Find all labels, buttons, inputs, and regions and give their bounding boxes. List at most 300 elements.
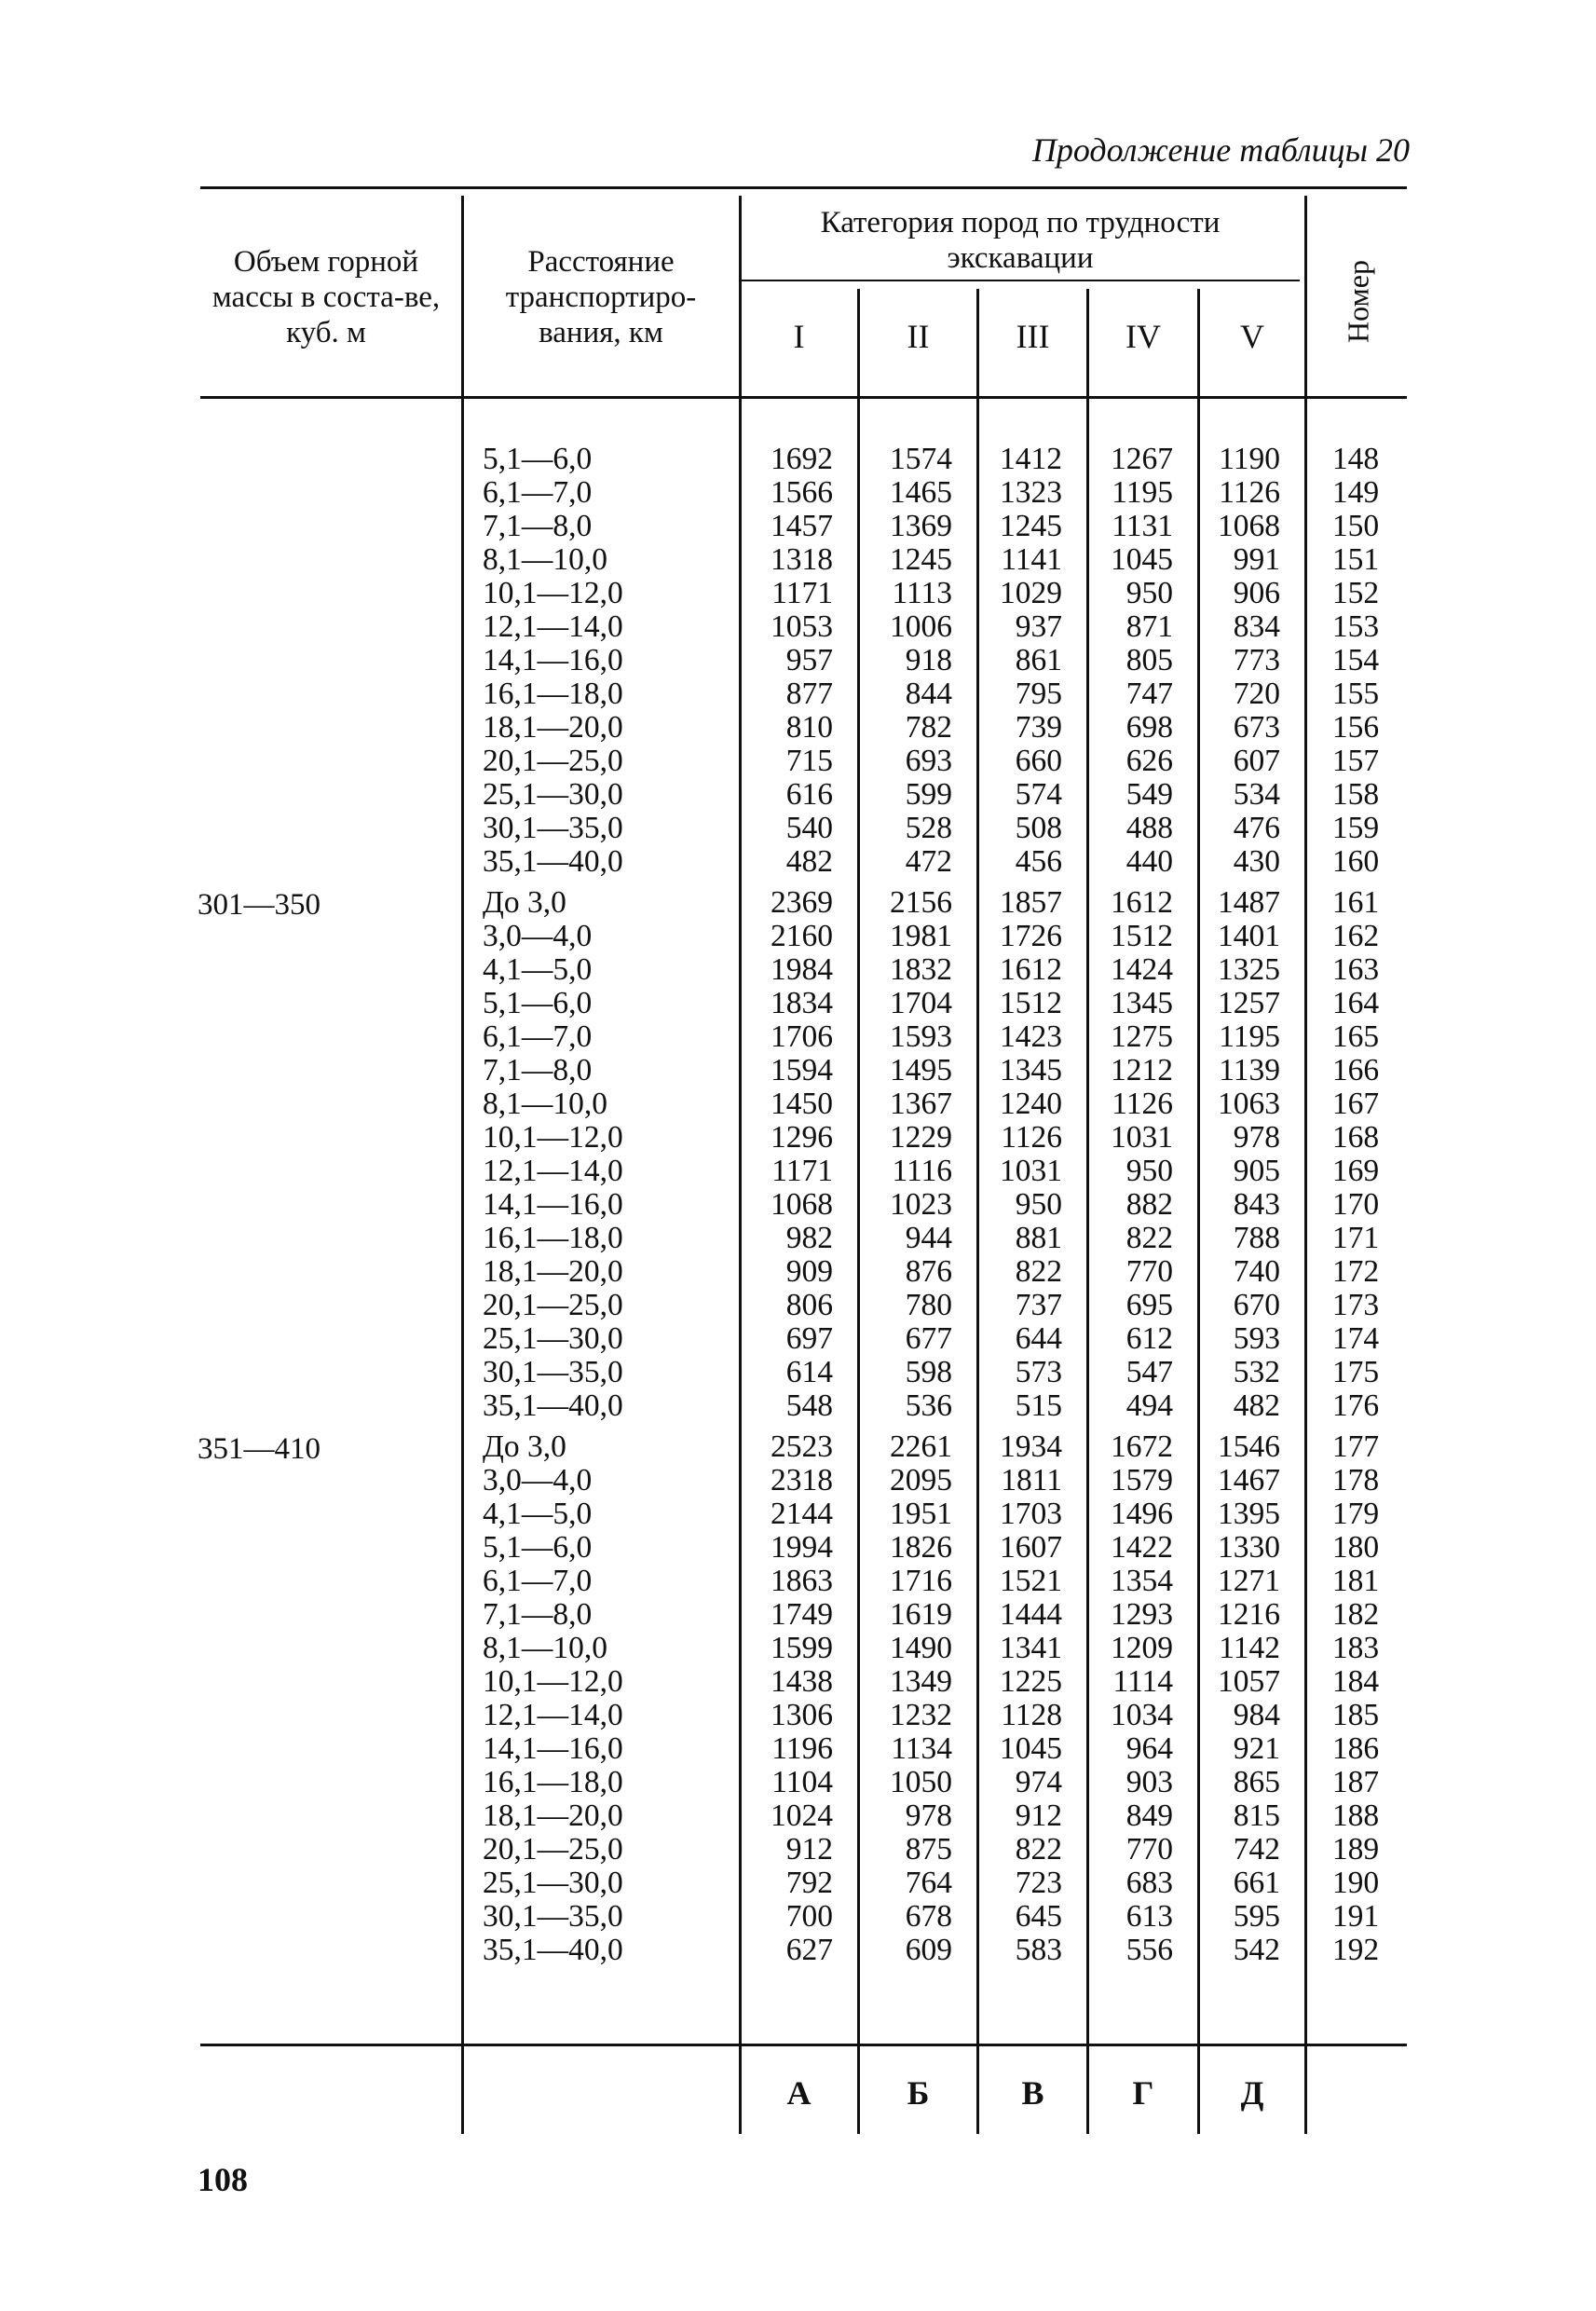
table-row (0, 1531, 1596, 1565)
value-cell-3: 1607 (1000, 1530, 1062, 1565)
row-number-cell: 159 (1331, 811, 1380, 845)
value-cell-2: 609 (905, 1933, 952, 1967)
table-row (0, 1322, 1596, 1356)
value-cell-5: 476 (1233, 811, 1280, 845)
value-cell-2: 1050 (890, 1765, 952, 1799)
value-cell-4: 1579 (1111, 1463, 1173, 1497)
header-category: Категория пород по трудности экскавации (820, 206, 1221, 275)
value-cell-2: 1023 (890, 1187, 952, 1222)
value-cell-4: 683 (1125, 1866, 1173, 1900)
table-row (0, 845, 1596, 879)
value-cell-4: 1345 (1111, 986, 1173, 1020)
distance-cell: 10,1—12,0 (483, 576, 623, 610)
value-cell-2: 1574 (890, 442, 952, 476)
value-cell-3: 1141 (1001, 542, 1062, 577)
value-cell-4: 1422 (1111, 1530, 1173, 1565)
value-cell-1: 1984 (771, 952, 833, 987)
value-cell-4: 1034 (1111, 1698, 1173, 1732)
table-row (0, 476, 1596, 510)
value-cell-2: 1113 (892, 576, 952, 610)
row-number-cell: 174 (1331, 1321, 1380, 1356)
distance-cell: 7,1—8,0 (483, 1597, 593, 1632)
value-cell-2: 764 (905, 1866, 952, 1900)
value-cell-2: 1490 (890, 1631, 952, 1665)
value-cell-1: 540 (785, 811, 833, 845)
value-cell-3: 1245 (1000, 509, 1062, 543)
row-number-cell: 162 (1331, 919, 1380, 953)
row-number-cell: 152 (1331, 576, 1380, 610)
value-cell-5: 607 (1233, 744, 1280, 778)
value-cell-5: 661 (1233, 1866, 1280, 1900)
value-cell-4: 1612 (1111, 885, 1173, 920)
value-cell-3: 737 (1015, 1288, 1062, 1322)
value-cell-2: 528 (905, 811, 952, 845)
row-number-cell: 173 (1331, 1288, 1380, 1322)
row-number-cell: 178 (1331, 1463, 1380, 1497)
distance-cell: 25,1—30,0 (483, 1321, 623, 1356)
value-cell-2: 693 (905, 744, 952, 778)
distance-cell: До 3,0 (483, 885, 566, 920)
table-row (0, 1356, 1596, 1389)
value-cell-3: 861 (1015, 643, 1062, 677)
value-cell-4: 1212 (1111, 1053, 1173, 1087)
distance-cell: 8,1—10,0 (483, 542, 607, 577)
value-cell-2: 1349 (890, 1664, 952, 1699)
value-cell-1: 909 (785, 1254, 833, 1289)
row-number-cell: 171 (1331, 1221, 1380, 1255)
distance-cell: 20,1—25,0 (483, 1288, 623, 1322)
value-cell-3: 1126 (1001, 1120, 1062, 1155)
table-row (0, 510, 1596, 543)
footer-letter-1: А (786, 2074, 812, 2112)
distance-cell: 14,1—16,0 (483, 1187, 623, 1222)
row-number-cell: 186 (1331, 1731, 1380, 1766)
value-cell-4: 612 (1125, 1321, 1173, 1356)
distance-cell: 20,1—25,0 (483, 744, 623, 778)
distance-cell: 7,1—8,0 (483, 509, 593, 543)
value-cell-1: 548 (785, 1388, 833, 1423)
table-row (0, 920, 1596, 953)
value-cell-1: 697 (785, 1321, 833, 1356)
table-row (0, 443, 1596, 476)
value-cell-4: 882 (1125, 1187, 1173, 1222)
value-cell-2: 472 (905, 844, 952, 879)
table-row (0, 1833, 1596, 1867)
table-row (0, 711, 1596, 745)
row-number-cell: 168 (1331, 1120, 1380, 1155)
row-number-cell: 148 (1331, 442, 1380, 476)
table-row (0, 1867, 1596, 1900)
value-cell-5: 532 (1233, 1355, 1280, 1389)
table-row (0, 1155, 1596, 1188)
row-number-cell: 191 (1331, 1899, 1380, 1934)
header-number: Номер (1341, 260, 1375, 343)
distance-cell: 30,1—35,0 (483, 1355, 623, 1389)
value-cell-1: 1024 (771, 1798, 833, 1833)
value-cell-4: 556 (1125, 1933, 1173, 1967)
value-cell-5: 1068 (1218, 509, 1280, 543)
value-cell-3: 515 (1015, 1388, 1062, 1423)
value-cell-2: 918 (905, 643, 952, 677)
distance-cell: 5,1—6,0 (483, 442, 593, 476)
value-cell-5: 430 (1233, 844, 1280, 879)
value-cell-5: 593 (1233, 1321, 1280, 1356)
row-number-cell: 185 (1331, 1698, 1380, 1732)
category-header-1: I (793, 318, 805, 355)
distance-cell: 6,1—7,0 (483, 1564, 593, 1598)
value-cell-1: 957 (785, 643, 833, 677)
distance-cell: 25,1—30,0 (483, 777, 623, 812)
table-row (0, 886, 1596, 920)
value-cell-4: 1114 (1112, 1664, 1173, 1699)
value-cell-3: 660 (1015, 744, 1062, 778)
table-row (0, 1497, 1596, 1531)
footer-rule (200, 2044, 1407, 2046)
value-cell-3: 456 (1015, 844, 1062, 879)
value-cell-1: 982 (785, 1221, 833, 1255)
value-cell-4: 626 (1125, 744, 1173, 778)
value-cell-2: 1229 (890, 1120, 952, 1155)
value-cell-4: 488 (1125, 811, 1173, 845)
value-cell-3: 1345 (1000, 1053, 1062, 1087)
value-cell-1: 1296 (771, 1120, 833, 1155)
value-cell-5: 1467 (1218, 1463, 1280, 1497)
distance-cell: 7,1—8,0 (483, 1053, 593, 1087)
value-cell-4: 1267 (1111, 442, 1173, 476)
table-row (0, 778, 1596, 812)
value-cell-4: 805 (1125, 643, 1173, 677)
value-cell-3: 739 (1015, 710, 1062, 745)
value-cell-5: 921 (1233, 1731, 1280, 1766)
table-caption: Продолжение таблицы 20 (1031, 131, 1410, 169)
value-cell-5: 542 (1233, 1933, 1280, 1967)
value-cell-3: 1521 (1000, 1564, 1062, 1598)
value-cell-5: 991 (1233, 542, 1280, 577)
footer-letter-2: Б (907, 2074, 930, 2112)
distance-cell: 18,1—20,0 (483, 710, 623, 745)
distance-cell: 10,1—12,0 (483, 1664, 623, 1699)
row-number-cell: 153 (1331, 609, 1380, 644)
value-cell-5: 1487 (1218, 885, 1280, 920)
row-number-cell: 179 (1331, 1497, 1380, 1531)
value-cell-2: 1981 (890, 919, 952, 953)
value-cell-2: 1704 (890, 986, 952, 1020)
footer-letter-4: Г (1132, 2074, 1154, 2112)
value-cell-5: 673 (1233, 710, 1280, 745)
distance-cell: 3,0—4,0 (483, 919, 593, 953)
value-cell-3: 974 (1015, 1765, 1062, 1799)
value-cell-1: 1599 (771, 1631, 833, 1665)
value-cell-2: 1465 (890, 475, 952, 510)
value-cell-2: 677 (905, 1321, 952, 1356)
table-row (0, 987, 1596, 1020)
row-number-cell: 176 (1331, 1388, 1380, 1423)
value-cell-1: 1594 (771, 1053, 833, 1087)
value-cell-5: 482 (1233, 1388, 1280, 1423)
value-cell-3: 881 (1015, 1221, 1062, 1255)
row-number-cell: 149 (1331, 475, 1380, 510)
value-cell-3: 574 (1015, 777, 1062, 812)
value-cell-3: 1423 (1000, 1019, 1062, 1054)
value-cell-4: 770 (1125, 1832, 1173, 1867)
value-cell-5: 978 (1233, 1120, 1280, 1155)
value-cell-1: 806 (785, 1288, 833, 1322)
value-cell-5: 720 (1233, 677, 1280, 711)
value-cell-4: 695 (1125, 1288, 1173, 1322)
value-cell-4: 1195 (1112, 475, 1173, 510)
value-cell-2: 536 (905, 1388, 952, 1423)
value-cell-1: 2318 (771, 1463, 833, 1497)
value-cell-2: 1826 (890, 1530, 952, 1565)
value-cell-2: 1245 (890, 542, 952, 577)
value-cell-3: 950 (1015, 1187, 1062, 1222)
table-row (0, 1255, 1596, 1289)
row-number-cell: 164 (1331, 986, 1380, 1020)
value-cell-1: 1318 (771, 542, 833, 577)
value-cell-4: 547 (1125, 1355, 1173, 1389)
value-cell-1: 1171 (771, 1154, 833, 1188)
table-row (0, 644, 1596, 677)
distance-cell: 8,1—10,0 (483, 1631, 607, 1665)
table-row (0, 1430, 1596, 1464)
value-cell-4: 871 (1125, 609, 1173, 644)
row-number-cell: 190 (1331, 1866, 1380, 1900)
value-cell-1: 1196 (771, 1731, 833, 1766)
table-row (0, 953, 1596, 987)
value-cell-1: 715 (785, 744, 833, 778)
value-cell-5: 1142 (1219, 1631, 1280, 1665)
volume-label: 351—410 (198, 1432, 321, 1466)
value-cell-3: 1934 (1000, 1429, 1062, 1464)
value-cell-2: 1369 (890, 509, 952, 543)
value-cell-1: 1068 (771, 1187, 833, 1222)
value-cell-1: 877 (785, 677, 833, 711)
distance-cell: 5,1—6,0 (483, 1530, 593, 1565)
value-cell-2: 1116 (892, 1154, 952, 1188)
distance-cell: 18,1—20,0 (483, 1798, 623, 1833)
value-cell-5: 1257 (1218, 986, 1280, 1020)
value-cell-4: 849 (1125, 1798, 1173, 1833)
distance-cell: 6,1—7,0 (483, 1019, 593, 1054)
value-cell-5: 984 (1233, 1698, 1280, 1732)
value-cell-2: 780 (905, 1288, 952, 1322)
value-cell-1: 1749 (771, 1597, 833, 1632)
table-row (0, 1732, 1596, 1766)
value-cell-2: 1619 (890, 1597, 952, 1632)
value-cell-5: 1546 (1218, 1429, 1280, 1464)
value-cell-1: 1104 (771, 1765, 833, 1799)
value-cell-5: 788 (1233, 1221, 1280, 1255)
distance-cell: 8,1—10,0 (483, 1087, 607, 1121)
distance-cell: 14,1—16,0 (483, 643, 623, 677)
footer-letter-3: В (1021, 2074, 1044, 2112)
row-number-cell: 151 (1331, 542, 1380, 577)
value-cell-5: 1216 (1218, 1597, 1280, 1632)
value-cell-5: 1401 (1218, 919, 1280, 953)
value-cell-5: 1139 (1219, 1053, 1280, 1087)
table-row (0, 577, 1596, 610)
table-row (0, 610, 1596, 644)
value-cell-1: 810 (785, 710, 833, 745)
page-number: 108 (198, 2161, 248, 2198)
footer-letter-5: Д (1240, 2074, 1264, 2112)
value-cell-3: 1811 (1001, 1463, 1062, 1497)
value-cell-3: 1857 (1000, 885, 1062, 920)
value-cell-2: 978 (905, 1798, 952, 1833)
value-cell-2: 844 (905, 677, 952, 711)
value-cell-2: 944 (905, 1221, 952, 1255)
value-cell-2: 1495 (890, 1053, 952, 1087)
value-cell-1: 2369 (771, 885, 833, 920)
distance-cell: 35,1—40,0 (483, 1388, 623, 1423)
distance-cell: 30,1—35,0 (483, 811, 623, 845)
distance-cell: 16,1—18,0 (483, 1221, 623, 1255)
value-cell-1: 1438 (771, 1664, 833, 1699)
value-cell-4: 1126 (1112, 1087, 1173, 1121)
value-cell-3: 1045 (1000, 1731, 1062, 1766)
value-cell-4: 903 (1125, 1765, 1173, 1799)
table-row (0, 1799, 1596, 1833)
value-cell-5: 595 (1233, 1899, 1280, 1934)
value-cell-3: 1512 (1000, 986, 1062, 1020)
value-cell-2: 599 (905, 777, 952, 812)
table-row (0, 1020, 1596, 1054)
value-cell-5: 1395 (1218, 1497, 1280, 1531)
value-cell-3: 912 (1015, 1798, 1062, 1833)
value-cell-2: 2156 (890, 885, 952, 920)
distance-cell: 4,1—5,0 (483, 1497, 593, 1531)
table-row (0, 1054, 1596, 1087)
value-cell-5: 1195 (1219, 1019, 1280, 1054)
table-row (0, 1289, 1596, 1322)
value-cell-1: 1994 (771, 1530, 833, 1565)
value-cell-2: 2261 (890, 1429, 952, 1464)
distance-cell: 12,1—14,0 (483, 1154, 623, 1188)
value-cell-3: 1612 (1000, 952, 1062, 987)
value-cell-5: 773 (1233, 643, 1280, 677)
value-cell-5: 865 (1233, 1765, 1280, 1799)
value-cell-2: 2095 (890, 1463, 952, 1497)
value-cell-1: 1457 (771, 509, 833, 543)
value-cell-5: 815 (1233, 1798, 1280, 1833)
table-row (0, 543, 1596, 577)
value-cell-5: 1271 (1218, 1564, 1280, 1598)
value-cell-3: 822 (1015, 1832, 1062, 1867)
distance-cell: 18,1—20,0 (483, 1254, 623, 1289)
value-cell-4: 1045 (1111, 542, 1173, 577)
row-number-cell: 192 (1331, 1933, 1380, 1967)
row-number-cell: 189 (1331, 1832, 1380, 1867)
value-cell-5: 534 (1233, 777, 1280, 812)
distance-cell: 10,1—12,0 (483, 1120, 623, 1155)
table-row (0, 1900, 1596, 1934)
value-cell-5: 834 (1233, 609, 1280, 644)
value-cell-4: 950 (1125, 576, 1173, 610)
value-cell-5: 905 (1233, 1154, 1280, 1188)
table-row (0, 1766, 1596, 1799)
value-cell-3: 1341 (1000, 1631, 1062, 1665)
value-cell-5: 1063 (1218, 1087, 1280, 1121)
value-cell-5: 1057 (1218, 1664, 1280, 1699)
value-cell-2: 1134 (891, 1731, 952, 1766)
value-cell-2: 598 (905, 1355, 952, 1389)
value-cell-2: 782 (905, 710, 952, 745)
value-cell-4: 1424 (1111, 952, 1173, 987)
value-cell-1: 1566 (771, 475, 833, 510)
row-number-cell: 187 (1331, 1765, 1380, 1799)
row-number-cell: 161 (1331, 885, 1380, 920)
row-number-cell: 157 (1331, 744, 1380, 778)
row-number-cell: 163 (1331, 952, 1380, 987)
value-cell-4: 770 (1125, 1254, 1173, 1289)
value-cell-3: 1225 (1000, 1664, 1062, 1699)
category-header-4: IV (1125, 318, 1161, 355)
table-row (0, 1188, 1596, 1222)
distance-cell: 5,1—6,0 (483, 986, 593, 1020)
value-cell-1: 1053 (771, 609, 833, 644)
row-number-cell: 182 (1331, 1597, 1380, 1632)
table-row (0, 1222, 1596, 1255)
value-cell-4: 440 (1125, 844, 1173, 879)
value-cell-3: 723 (1015, 1866, 1062, 1900)
header-distance: Расстояние транспортиро-вания, км (505, 245, 697, 349)
category-header-5: V (1240, 318, 1264, 355)
value-cell-5: 1190 (1219, 442, 1280, 476)
value-cell-2: 1232 (890, 1698, 952, 1732)
value-cell-4: 1672 (1111, 1429, 1173, 1464)
row-number-cell: 158 (1331, 777, 1380, 812)
value-cell-4: 549 (1125, 777, 1173, 812)
header-volume: Объем горной массы в соста-ве, куб. м (211, 245, 441, 349)
value-cell-1: 2160 (771, 919, 833, 953)
category-header-3: III (1016, 318, 1050, 355)
value-cell-2: 678 (905, 1899, 952, 1934)
table-row (0, 1087, 1596, 1121)
row-number-cell: 172 (1331, 1254, 1380, 1289)
distance-cell: 16,1—18,0 (483, 1765, 623, 1799)
value-cell-2: 875 (905, 1832, 952, 1867)
value-cell-5: 742 (1233, 1832, 1280, 1867)
value-cell-4: 1293 (1111, 1597, 1173, 1632)
value-cell-3: 1726 (1000, 919, 1062, 953)
value-cell-5: 1126 (1219, 475, 1280, 510)
value-cell-1: 616 (785, 777, 833, 812)
table-row (0, 745, 1596, 778)
value-cell-5: 906 (1233, 576, 1280, 610)
value-cell-4: 698 (1125, 710, 1173, 745)
distance-cell: 3,0—4,0 (483, 1463, 593, 1497)
row-number-cell: 170 (1331, 1187, 1380, 1222)
value-cell-3: 1703 (1000, 1497, 1062, 1531)
value-cell-1: 1171 (771, 576, 833, 610)
value-cell-4: 1496 (1111, 1497, 1173, 1531)
header-bottom-rule (200, 396, 1407, 399)
value-cell-3: 1412 (1000, 442, 1062, 476)
value-cell-5: 670 (1233, 1288, 1280, 1322)
value-cell-2: 1832 (890, 952, 952, 987)
row-number-cell: 167 (1331, 1087, 1380, 1121)
distance-cell: 16,1—18,0 (483, 677, 623, 711)
value-cell-1: 1706 (771, 1019, 833, 1054)
value-cell-4: 964 (1125, 1731, 1173, 1766)
distance-cell: 6,1—7,0 (483, 475, 593, 510)
value-cell-1: 1450 (771, 1087, 833, 1121)
value-cell-2: 1951 (890, 1497, 952, 1531)
value-cell-5: 740 (1233, 1254, 1280, 1289)
value-cell-3: 645 (1015, 1899, 1062, 1934)
value-cell-1: 1306 (771, 1698, 833, 1732)
value-cell-1: 1692 (771, 442, 833, 476)
